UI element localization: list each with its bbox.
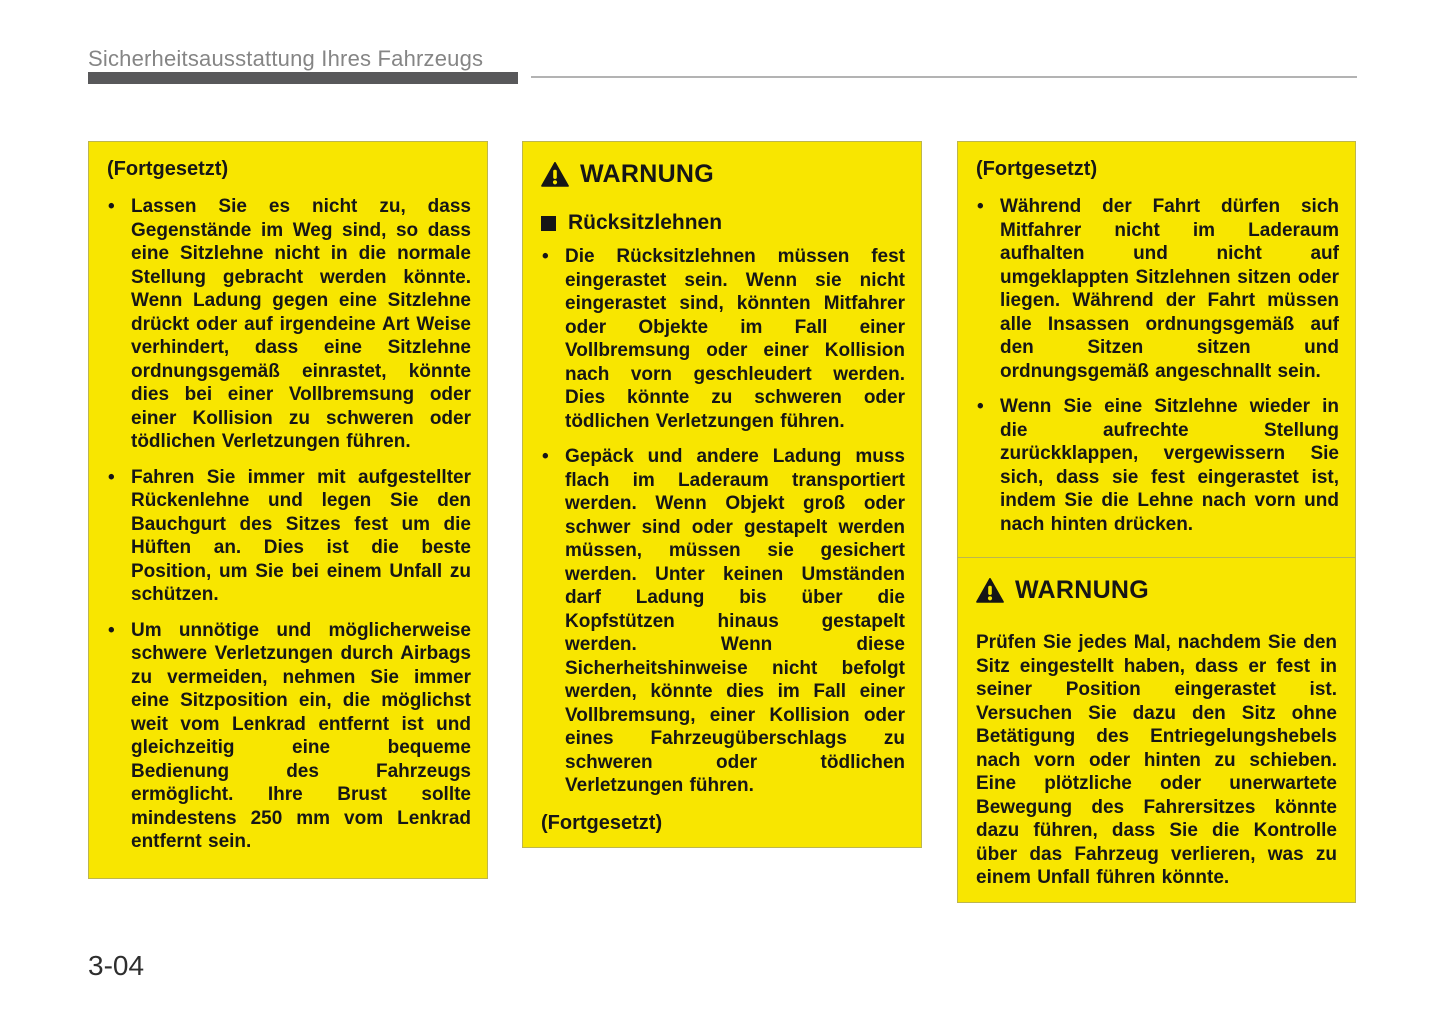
list-item [974, 195, 1339, 383]
warning-text: Lassen Sie es nicht zu, dass Gegenstände im Weg sind, so dass eine Sitzlehne nicht in die normale Stellung gebracht werden könnte. Wenn Ladung gegen eine Sitzlehne drückt oder auf irgendeine Art Weise verhindert, dass eine Sitzlehne ordnungsgemäß einrastet, könnte dies bei einer Vollbremsung oder einer Kollision zu schweren oder tödlichen Verletzungen führen. [131, 196, 471, 452]
continued-label: (Fortgesetzt) [976, 158, 1098, 180]
warning-text: Gepäck und andere Ladung muss flach im Laderaum transportiert werden. Wenn Objekt groß oder schwer sind oder gestapelt werden müssen, müssen sie gesichert werden. Unter keinen Umständen darf Ladung bis über die Kopfstützen hinaus gestapelt werden. Wenn diese Sicherheitshinweise nicht befolgt werden, könnte dies im Fall einer Vollbremsung, einer Kollision oder eines Fahrzeugüberschlags zu schweren oder tödlichen Verletzungen führen. [565, 446, 905, 796]
bullet-icon [974, 395, 1000, 536]
bullet-icon [105, 195, 131, 454]
warning-text: Wenn Sie eine Sitzlehne wieder in die aufrechte Stellung zurückklappen, vergewissern Sie sich, dass sie fest eingerastet ist, indem Sie die Lehne nach vorn und nach hinten drücken. [1000, 396, 1339, 535]
subheading-rear-seatbacks [541, 211, 905, 235]
warning-box-rear-seatbacks [522, 141, 922, 848]
warning-text: Um unnötige und möglicherweise schwere Verletzungen durch Airbags zu vermeiden, nehmen Sie immer eine Sitzposition ein, die möglichst weit vom Lenkrad entfernt ist und gleichzeitig eine bequeme Bedienung des Fahrzeugs ermöglicht. Ihre Brust sollte mindestens 250 mm vom Lenkrad entfernt sein. [131, 619, 471, 852]
list-item [974, 395, 1339, 536]
warning-text: Während der Fahrt dürfen sich Mitfahrer nicht im Laderaum aufhalten und nicht auf umgeklappten Sitzlehnen sitzen oder liegen. Während der Fahrt müssen alle Insassen ordnungsgemäß auf den Sitzen sitzen und ordnungsgemäß angeschnallt sein. [1000, 196, 1339, 382]
subheading-label: Rücksitzlehnen [568, 211, 723, 234]
warning-triangle-icon [541, 162, 569, 187]
list-item [539, 245, 905, 433]
warning-text: Die Rücksitzlehnen müssen fest eingerastet sein. Wenn sie nicht eingerastet sind, könnten Mitfahrer oder Objekte im Fall einer Vollbremsung oder einer Kollision nach vorn geschleudert werden. Dies könnte zu schweren oder tödlichen Verletzungen führen. [565, 246, 905, 432]
list-item [105, 195, 471, 454]
warning-text: Prüfen Sie jedes Mal, nachdem Sie den Sitz eingestellt haben, dass er fest in seiner Position eingerastet ist. Versuchen Sie dazu den Sitz ohne Betätigung des Entriegelungshebels nach vorn oder hinten zu schieben. Eine plötzliche oder unerwartete Bewegung des Fahrersitzes könnte dazu führen, dass Sie die Kontrolle über das Fahrzeug verlieren, was zu einem Unfall führen könnte. [976, 632, 1337, 888]
bullet-icon [105, 619, 131, 854]
continued-label: (Fortgesetzt) [107, 158, 229, 180]
bullet-icon [539, 245, 565, 433]
continued-label: (Fortgesetzt) [541, 811, 663, 834]
warning-label: WARNUNG [580, 160, 715, 188]
bullet-icon [974, 195, 1000, 383]
list-item [539, 445, 905, 798]
page-header-title: Sicherheitsausstattung Ihres Fahrzeugs [88, 46, 483, 76]
square-bullet-icon [541, 216, 556, 231]
bullet-icon [105, 466, 131, 607]
warning-text: Fahren Sie immer mit aufgestellter Rückenlehne und legen Sie den Bauchgurt des Sitzes fest um die Hüften an. Dies ist die beste Position, um Sie bei einem Unfall zu schützen. [131, 466, 471, 605]
header-underline-bar [88, 72, 518, 84]
page-number: 3-04 [88, 950, 145, 981]
warning-label: WARNUNG [1015, 576, 1150, 604]
header-rule-line [531, 76, 1357, 78]
list-item [105, 619, 471, 854]
warning-box-continued-left [88, 141, 488, 879]
warning-box-continued-right [957, 141, 1356, 561]
warning-triangle-icon [976, 578, 1004, 603]
bullet-icon [539, 445, 565, 798]
warning-header [976, 576, 1339, 605]
list-item [105, 466, 471, 607]
warning-box-seat-adjustment [957, 557, 1356, 903]
warning-header [541, 160, 905, 189]
